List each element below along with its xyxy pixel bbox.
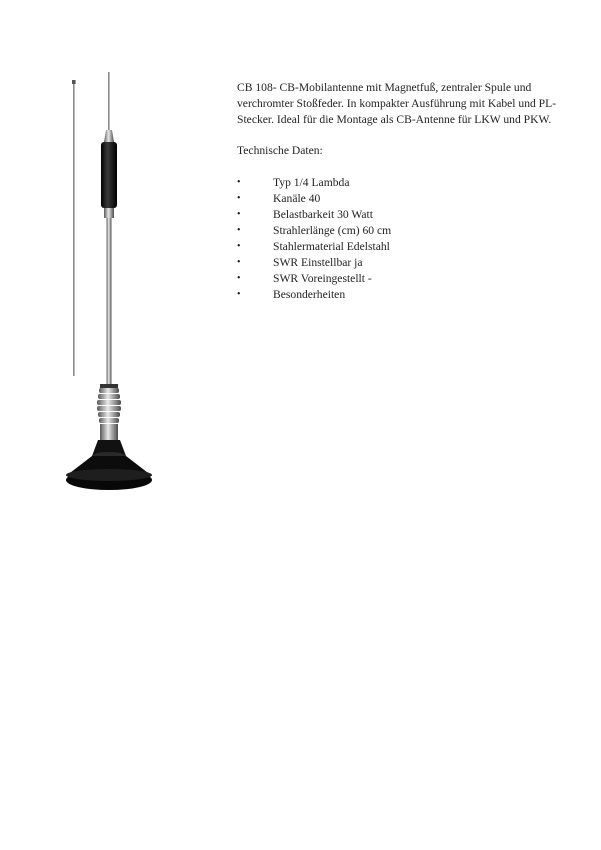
bullet-icon: • [237, 177, 241, 188]
tech-spec-label: Typ 1/4 Lambda [273, 176, 350, 189]
tech-data-heading: Technische Daten: [237, 144, 323, 157]
spring [97, 384, 121, 440]
product-text [237, 80, 582, 303]
tech-spec-item [237, 223, 582, 239]
bullet-icon: • [237, 257, 241, 268]
tech-spec-item [237, 207, 582, 223]
bullet-icon: • [237, 241, 241, 252]
magnetic-base [66, 440, 152, 490]
tech-spec-label: Kanäle 40 [273, 192, 321, 205]
bullet-icon: • [237, 289, 241, 300]
bullet-icon: • [237, 209, 241, 220]
product-description: CB 108- CB-Mobilantenne mit Magnetfuß, zentraler Spule und verchromter Stoßfeder. In kompakter Ausführung mit Kabel und PL-Stecker. Ideal für die Montage als CB-Antenne für LKW und PKW. [237, 81, 557, 126]
tech-spec-label: Strahlerlänge (cm) 60 cm [273, 224, 392, 237]
mounted-antenna [66, 72, 152, 490]
tech-spec-item [237, 271, 582, 287]
tech-spec-item [237, 191, 582, 207]
tech-spec-label: SWR Einstellbar ja [273, 256, 363, 269]
antenna-product-image [60, 66, 160, 496]
tech-spec-label: SWR Voreingestellt - [273, 272, 372, 285]
tech-spec-label: Belastbarkeit 30 Watt [273, 208, 373, 221]
bullet-icon: • [237, 225, 241, 236]
tech-spec-label: Besonderheiten [273, 288, 346, 301]
tech-spec-label: Stahlermaterial Edelstahl [273, 240, 390, 253]
tech-spec-item [237, 287, 582, 303]
bullet-icon: • [237, 193, 241, 204]
tech-spec-item [237, 255, 582, 271]
spare-whip [72, 80, 76, 376]
tech-spec-list [237, 175, 582, 303]
tech-spec-item [237, 239, 582, 255]
tech-spec-item [237, 175, 582, 191]
bullet-icon: • [237, 273, 241, 284]
